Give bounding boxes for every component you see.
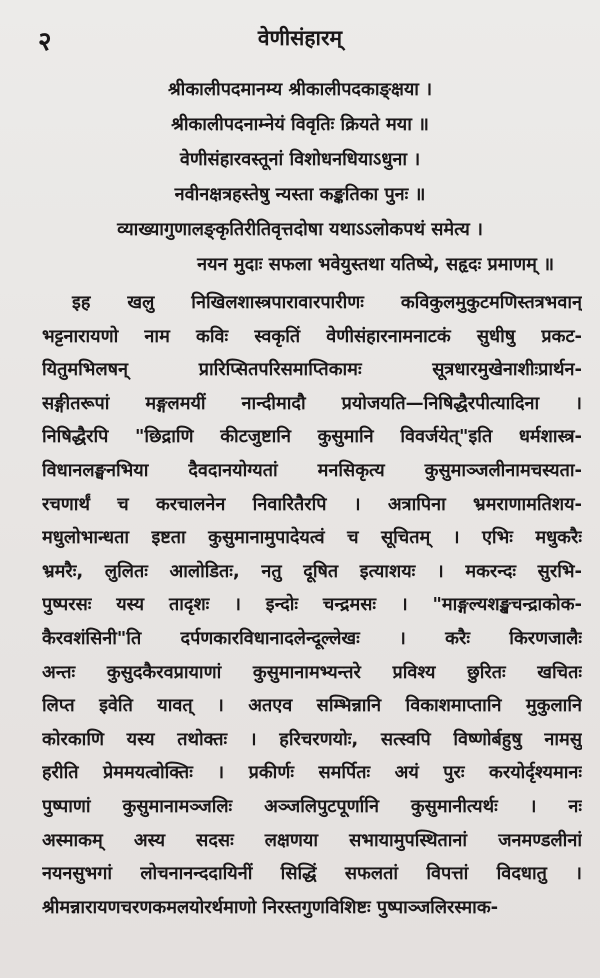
commentary-line: विधानलङ्घनभिया दैवदानयोग्यतां मनसिकृत्य कुसुमाञ्जलीनामचस्यता- — [42, 459, 582, 481]
commentary-line: अन्तः कुसुदकैरवप्रायाणां कुसुमानामभ्यन्तरे प्रविश्य छुरितः खचितः — [42, 661, 582, 683]
commentary-line: पुष्परसः यस्य तादृशः । इन्दोः चन्द्रमसः । "माङ्गल्यशङ्खचन्द्राकोक- — [42, 594, 582, 616]
commentary-line: पुष्पाणां कुसुमानामञ्जलिः अञ्जलिपुटपूर्णानि कुसुमानीत्यर्थः । नः — [42, 795, 582, 817]
running-title: वेणीसंहारम् — [257, 26, 343, 50]
commentary-line: लिप्त इवेति यावत् । अतएव सम्भिन्नानि विकाशमाप्तानि मुकुलानि — [42, 695, 582, 717]
verse-line: नयन मुदाः सफला भवेयुस्तथा यतिष्ये, सहृदः प्रमाणम् ॥ — [197, 254, 554, 275]
verse-line: श्रीकालीपदमानम्य श्रीकालीपदकाङ्क्षया । — [167, 79, 433, 100]
commentary-text — [42, 286, 582, 924]
commentary-line: यितुमभिलषन् प्रारिप्सितपरिसमाप्तिकामः सूत्रधारमुखेनाशीःप्रार्थन- — [42, 359, 582, 381]
commentary-line: नयनसुभगां लोचनानन्ददायिनीं सिद्धिं सफलतां विपत्तां विदधातु । — [42, 863, 582, 885]
commentary-line: सङ्गीतरूपां मङ्गलमयीं नान्दीमादौ प्रयोजयति—निषिद्धैरपीत्यादिना । — [42, 392, 582, 414]
verse-line: नवीनक्षत्रहस्तेषु न्यस्ता कङ्कतिका पुनः ॥ — [174, 184, 426, 205]
commentary-line: निषिद्धैरपि "छिद्राणि कीटजुष्टानि कुसुमानि विवर्जयेत्"इति धर्मशास्त्र- — [42, 426, 582, 448]
commentary-line: हरीति प्रेममयत्वोक्तिः । प्रकीर्णः समर्पितः अयं पुरः करयोर्दृश्यमानः — [42, 762, 582, 784]
commentary-line: कोरकाणि यस्य तथोक्तः । हरिचरणयोः, सत्स्वपि विष्णोर्बहुषु नामसु — [42, 728, 582, 750]
verse-line: वेणीसंहारवस्तूनां विशोधनधियाऽधुना । — [179, 149, 421, 170]
page-number: २ — [38, 27, 52, 57]
commentary-line: इह खलु निखिलशास्त्रपारावारपारीणः कविकुलमुकुटमणिस्तत्रभवान् — [72, 292, 582, 313]
commentary-line: भट्टनारायणो नाम कविः स्वकृतिं वेणीसंहारनामनाटकं सुधीषु प्रकट- — [42, 325, 582, 347]
verse-line: व्याख्यागुणालङ्कृतिरीतिवृत्तदोषा यथाऽऽलोकपथं समेत्य । — [117, 219, 483, 240]
commentary-line: रचणार्थं च करचालनेन निवारितैरपि । अत्रापिना भ्रमराणामतिशय- — [42, 493, 582, 515]
commentary-line: अस्माकम् अस्य सदसः लक्षणया सभायामुपस्थितानां जनमण्डलीनां — [42, 829, 582, 851]
invocation-verses — [0, 72, 600, 282]
commentary-line: श्रीमन्नारायणचरणकमलयोरर्थमाणो निरस्तगुणविशिष्टः पुष्पाञ्जलिरस्माक- — [42, 896, 499, 918]
page-header — [0, 22, 600, 58]
commentary-line: मधुलोभान्धता इष्टता कुसुमानामुपादेयत्वं च सूचितम् । एभिः मधुकरैः — [42, 527, 582, 549]
commentary-line: कैरवशंसिनी"ति दर्पणकारविधानादलेन्दूल्लेखः । करैः किरणजालैः — [42, 627, 582, 649]
verse-line: श्रीकालीपदनाम्नेयं विवृतिः क्रियते मया ॥ — [171, 114, 429, 135]
commentary-line: भ्रमरैः, लुलितः आलोडितः, नतु दूषित इत्याशयः । मकरन्दः सुरभि- — [42, 560, 582, 582]
